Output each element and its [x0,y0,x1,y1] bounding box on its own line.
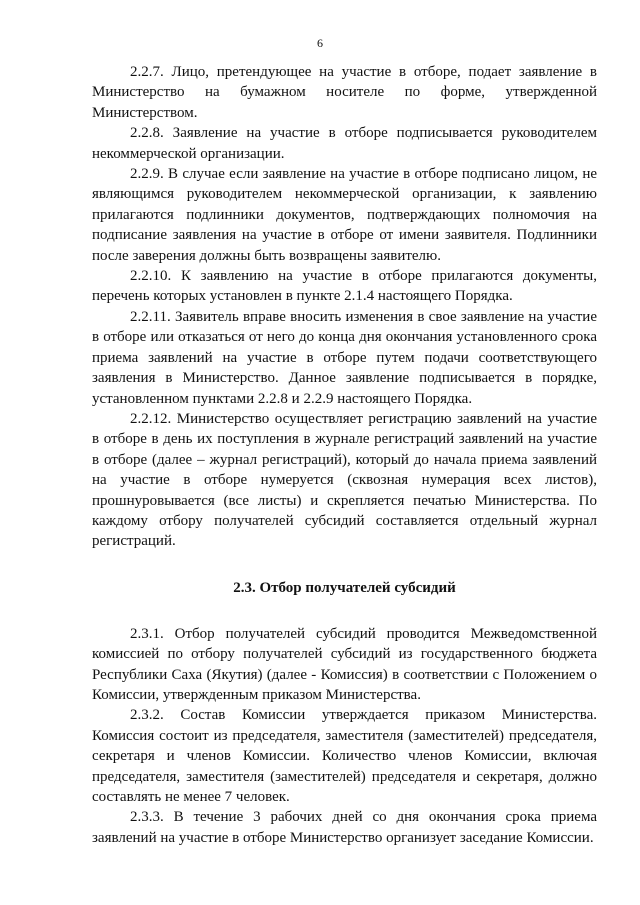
page-number: 6 [317,36,323,50]
paragraph-2-2-12: 2.2.12. Министерство осуществляет регистрацию заявлений на участие в отборе в день их поступления в журнале регистраций заявлений на участие в отборе (далее – журнал регистраций), который до начала приема заявлений на участие в отборе нумеруется (сквозная нумерация всех листов), прошнуровывается (все листы) и скрепляется печатью Министерства. По каждому отбору получателей субсидий составляется отдельный журнал регистраций. [92,410,597,550]
paragraph-2-2-9: 2.2.9. В случае если заявление на участие в отборе подписано лицом, не являющимся руководителем некоммерческой организации, к заявлению прилагаются подлинники документов, подтверждающих полномочия на подписание заявления на участие в отборе от имени заявителя. Подлинники после заверения должны быть возвращены заявителю. [92,166,597,264]
paragraph-2-3-3: 2.3.3. В течение 3 рабочих дней со дня окончания срока приема заявлений на участие в отборе Министерство организует заседание Комиссии. [92,809,597,846]
paragraph-2-2-8: 2.2.8. Заявление на участие в отборе подписывается руководителем некоммерческой организации. [92,125,597,162]
paragraph-2-2-7: 2.2.7. Лицо, претендующее на участие в отборе, подает заявление в Министерство на бумажном носителе по форме, утвержденной Министерством. [92,64,597,121]
document-body [92,62,597,848]
paragraph-2-3-2: 2.3.2. Состав Комиссии утверждается приказом Министерства. Комиссия состоит из председателя, заместителя (заместителей) председателя, секретаря и членов Комиссии. Количество членов Комиссии, включая председателя, заместителя (заместителей) председателя и секретаря, должно составлять не менее 7 человек. [92,707,597,805]
paragraph-2-2-11: 2.2.11. Заявитель вправе вносить изменения в свое заявление на участие в отборе или отказаться от него до конца дня окончания установленного срока приема заявлений на участие в отборе путем подачи соответствующего заявления в Министерство. Данное заявление подписывается в порядке, установленном пунктами 2.2.8 и 2.2.9 настоящего Порядка. [92,308,597,407]
paragraph-2-2-10: 2.2.10. К заявлению на участие в отборе прилагаются документы, перечень которых установлен в пункте 2.1.4 настоящего Порядка. [92,268,597,305]
paragraph-2-3-1: 2.3.1. Отбор получателей субсидий проводится Межведомственной комиссией по отбору получателей субсидий из государственного бюджета Республики Саха (Якутия) (далее - Комиссия) в соответствии с Положением о Комиссии, утвержденным приказом Министерства. [92,625,597,703]
section-heading: 2.3. Отбор получателей субсидий [233,579,456,596]
